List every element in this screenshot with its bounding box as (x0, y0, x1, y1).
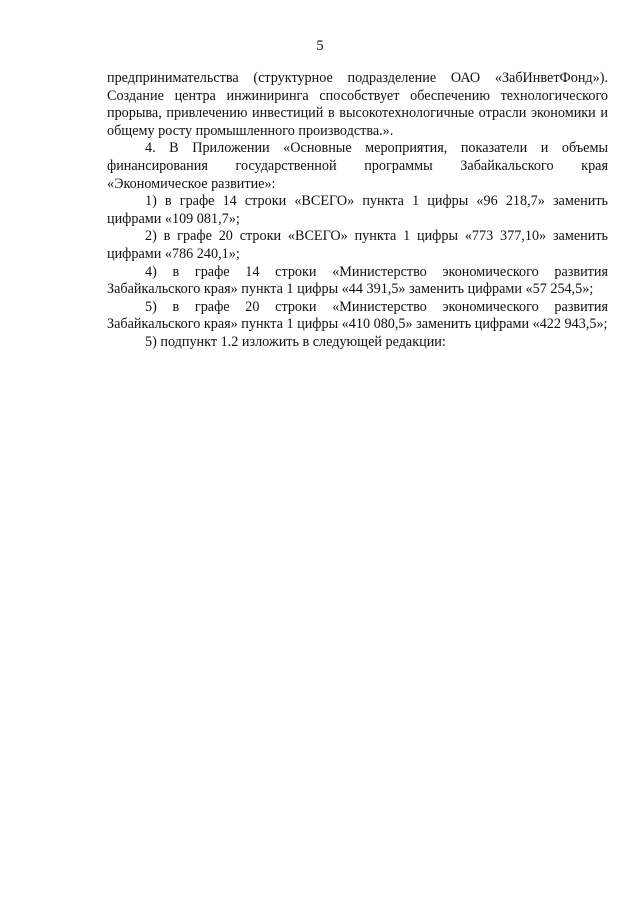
paragraph-subitem-5: 5) в графе 20 строки «Министерство экономического развития Забайкальского края» пункта 1 цифры «410 080,5» заменить цифрами «422 943,5»; (107, 298, 608, 333)
paragraph-subitem-1: 1) в графе 14 строки «ВСЕГО» пункта 1 цифры «96 218,7» заменить цифрами «109 081,7»; (107, 193, 608, 227)
paragraph-item-4: 4. В Приложении «Основные мероприятия, показатели и объемы финансирования государственной программы Забайкальского края «Экономическое развитие»: (107, 140, 608, 192)
paragraph-subitem-4: 4) в графе 14 строки «Министерство экономического развития Забайкальского края» пункта 1 цифры «44 391,5» заменить цифрами «57 254,5»; (107, 263, 608, 298)
document-body (107, 70, 608, 352)
paragraph-subitem-2: 2) в графе 20 строки «ВСЕГО» пункта 1 цифры «773 377,10» заменить цифрами «786 240,1»; (107, 228, 608, 262)
paragraph-subitem-5-redaction: 5) подпункт 1.2 изложить в следующей редакции: (145, 333, 446, 350)
paragraph-continuation: предпринимательства (структурное подразделение ОАО «ЗабИнветФонд»). Создание центра инжиниринга способствует обеспечению технологического прорыва, привлечению инвестиций в высокотехнологичные отрасли экономики и общему росту промышленного производства.». (107, 70, 608, 139)
page-number: 5 (316, 38, 324, 54)
